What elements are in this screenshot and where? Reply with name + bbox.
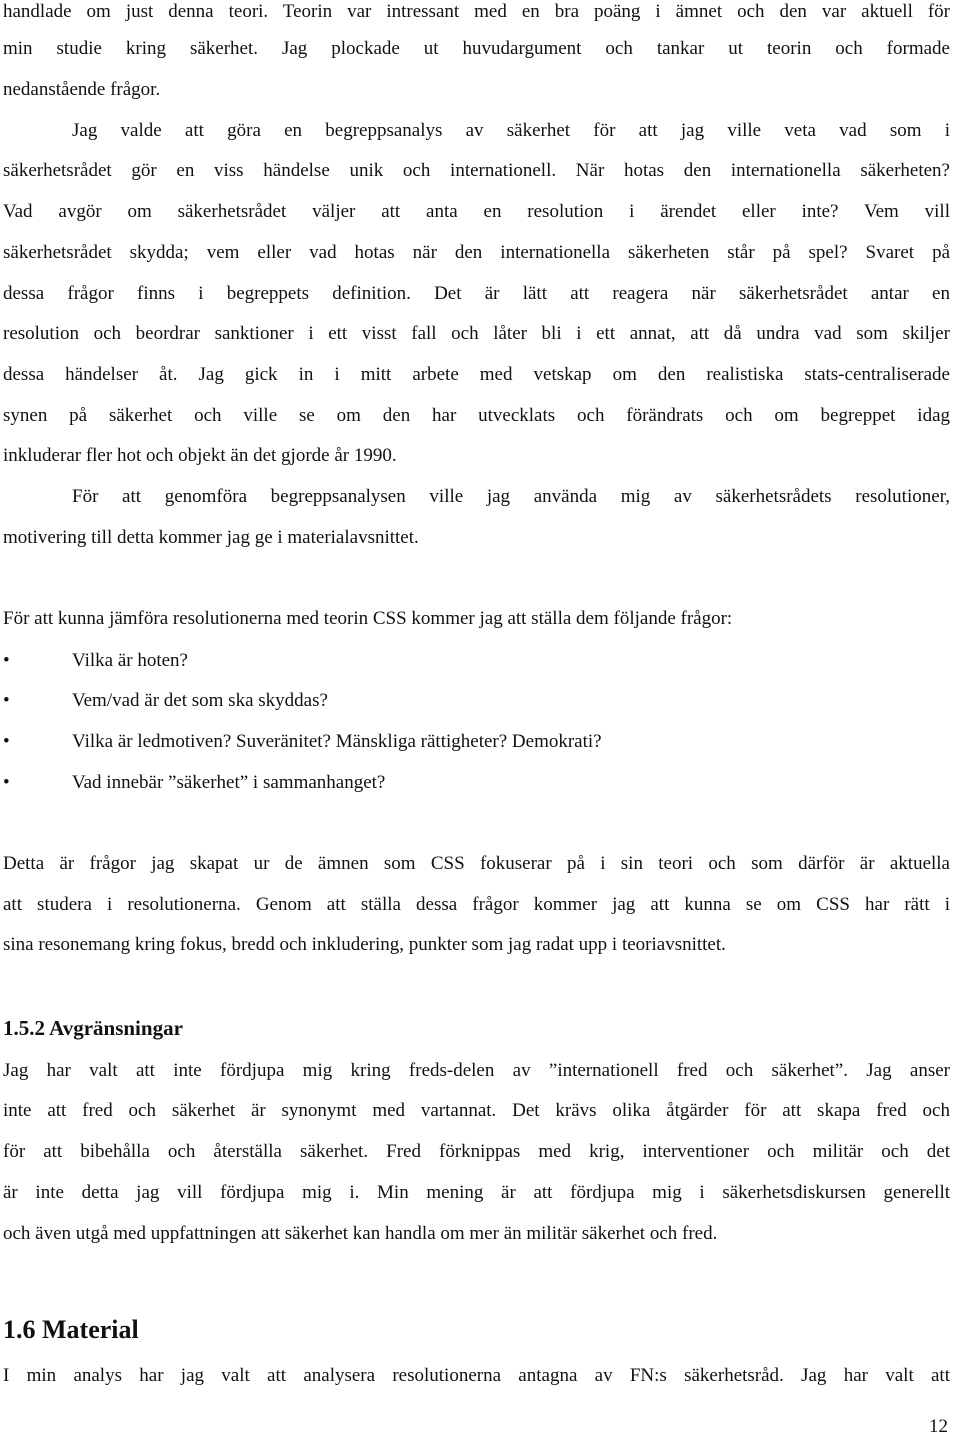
list-item: Vem/vad är det som ska skyddas? (72, 690, 328, 711)
text-line: säkerhetsrådet gör en viss händelse unik och internationell. När hotas den internationella säkerheten? (3, 160, 950, 181)
text-line: Detta är frågor jag skapat ur de ämnen som CSS fokuserar på i sin teori och som därför är aktuella (3, 853, 950, 874)
page-number: 12 (929, 1416, 948, 1437)
text-line: min studie kring säkerhet. Jag plockade ut huvudargument och tankar ut teorin och formade (3, 38, 950, 59)
bullet-marker: • (3, 690, 10, 711)
text-line: synen på säkerhet och ville se om den har utvecklats och förändrats och om begreppet idag (3, 405, 950, 426)
text-line: säkerhetsrådet skydda; vem eller vad hotas när den internationella säkerheten står på spel? Svaret på (3, 242, 950, 263)
list-item: Vad innebär ”säkerhet” i sammanhanget? (72, 772, 386, 793)
text-line: För att genomföra begreppsanalysen ville jag använda mig av säkerhetsrådets resolutioner, (72, 486, 950, 507)
text-line: dessa frågor finns i begreppets definition. Det är lätt att reagera när säkerhetsrådet antar en (3, 283, 950, 304)
text-line: Vad avgör om säkerhetsrådet väljer att anta en resolution i ärendet eller inte? Vem vill (3, 201, 950, 222)
text-line: inte att fred och säkerhet är synonymt med vartannat. Det krävs olika åtgärder för att skapa fred och (3, 1100, 950, 1121)
text-line: resolution och beordrar sanktioner i ett visst fall och låter bli i ett annat, att då undra vad som skiljer (3, 323, 950, 344)
text-line: inkluderar fler hot och objekt än det gjorde år 1990. (3, 445, 397, 466)
bullet-marker: • (3, 731, 10, 752)
text-line: I min analys har jag valt att analysera resolutionerna antagna av FN:s säkerhetsråd. Jag har valt att (3, 1365, 950, 1386)
text-line: sina resonemang kring fokus, bredd och inkludering, punkter som jag radat upp i teoriavsnittet. (3, 934, 726, 955)
text-line: är inte detta jag vill fördjupa mig i. Min mening är att fördjupa mig i säkerhetsdiskursen generellt (3, 1182, 950, 1203)
text-line: För att kunna jämföra resolutionerna med teorin CSS kommer jag att ställa dem följande frågor: (3, 608, 733, 629)
bullet-marker: • (3, 772, 10, 793)
text-line: Jag valde att göra en begreppsanalys av säkerhet för att jag ville veta vad som i (72, 120, 950, 141)
text-line: för att bibehålla och återställa säkerhet. Fred förknippas med krig, interventioner och militär och det (3, 1141, 950, 1162)
bullet-marker: • (3, 650, 10, 671)
section-heading: 1.6 Material (3, 1315, 139, 1344)
text-line: att studera i resolutionerna. Genom att ställa dessa frågor kommer jag att kunna se om CSS har rätt i (3, 894, 950, 915)
text-line: handlade om just denna teori. Teorin var intressant med en bra poäng i ämnet och den var aktuell för (3, 1, 950, 22)
text-line: nedanstående frågor. (3, 79, 161, 100)
text-line: och även utgå med uppfattningen att säkerhet kan handla om mer än militär säkerhet och fred. (3, 1223, 718, 1244)
text-line: Jag har valt att inte fördjupa mig kring freds-delen av ”internationell fred och säkerhet”. Jag anser (3, 1060, 950, 1081)
list-item: Vilka är hoten? (72, 650, 188, 671)
section-heading: 1.5.2 Avgränsningar (3, 1016, 183, 1040)
list-item: Vilka är ledmotiven? Suveränitet? Mänskliga rättigheter? Demokrati? (72, 731, 602, 752)
text-line: dessa händelser åt. Jag gick in i mitt arbete med vetskap om den realistiska stats-centraliserade (3, 364, 950, 385)
text-line: motivering till detta kommer jag ge i materialavsnittet. (3, 527, 419, 548)
